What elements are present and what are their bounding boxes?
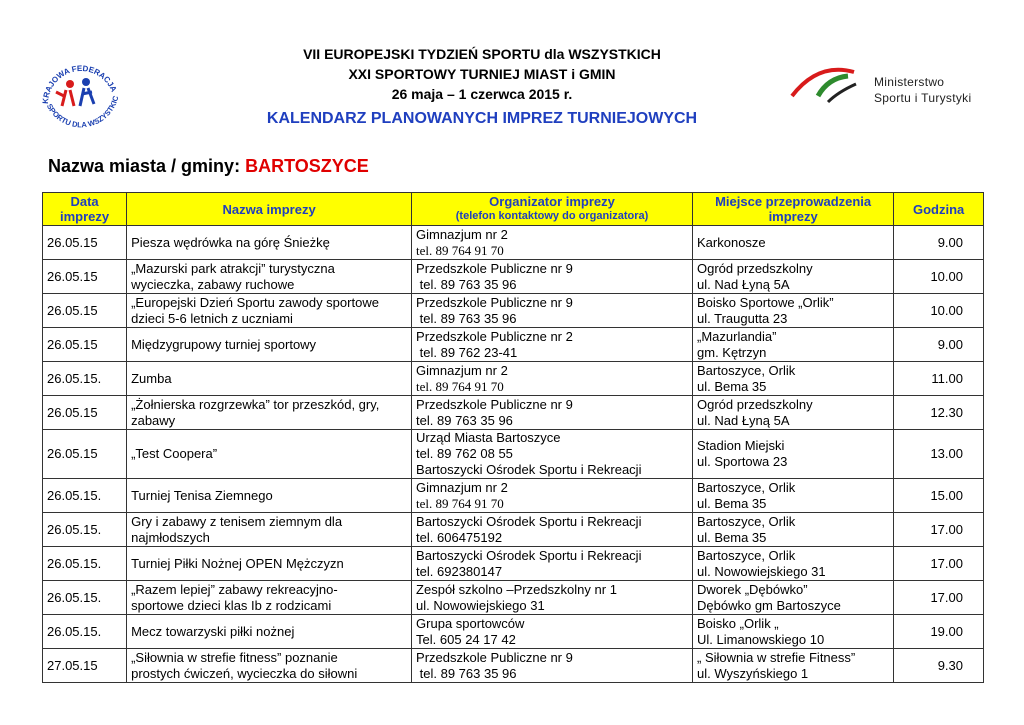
- organizer-org1: Gimnazjum nr 2: [416, 226, 508, 242]
- cell-organizer: [412, 226, 693, 260]
- organizer-org3: Bartoszycki Ośrodek Sportu i Rekreacji: [416, 462, 642, 477]
- cell-hour: 11.00: [894, 362, 984, 396]
- cell-name: „Test Coopera”: [127, 430, 412, 479]
- cell-name: Turniej Tenisa Ziemnego: [127, 479, 412, 513]
- cell-organizer: [412, 649, 693, 683]
- table-row: [43, 479, 984, 513]
- cell-name: Międzygrupowy turniej sportowy: [127, 328, 412, 362]
- header-line-2: XXI SPORTOWY TURNIEJ MIAST i GMIN: [348, 66, 616, 82]
- cell-place: Boisko „Orlik „ Ul. Limanowskiego 10: [693, 615, 894, 649]
- cell-hour: 9.00: [894, 226, 984, 260]
- organizer-org2: tel. 89 763 35 96: [416, 665, 517, 681]
- table-row: [43, 226, 984, 260]
- cell-hour: 13.00: [894, 430, 984, 479]
- cell-date: 26.05.15.: [43, 513, 127, 547]
- cell-organizer: [412, 581, 693, 615]
- cell-hour: 17.00: [894, 581, 984, 615]
- cell-place: Boisko Sportowe „Orlik” ul. Traugutta 23: [693, 294, 894, 328]
- cell-date: 26.05.15: [43, 328, 127, 362]
- cell-hour: 9.30: [894, 649, 984, 683]
- organizer-org1: Zespół szkolno –Przedszkolny nr 1: [416, 581, 617, 597]
- organizer-org1: Gimnazjum nr 2: [416, 362, 508, 378]
- cell-place: Bartoszyce, Orlik ul. Bema 35: [693, 513, 894, 547]
- header-organizer: [412, 193, 693, 226]
- ministerstwo-text: [874, 74, 971, 106]
- table-row: [43, 430, 984, 479]
- organizer-org2: tel. 89 764 91 70: [416, 242, 504, 258]
- header-date: Data imprezy: [43, 193, 127, 226]
- header-line-3: 26 maja – 1 czerwca 2015 r.: [391, 86, 573, 102]
- cell-organizer: [412, 362, 693, 396]
- organizer-org1: Przedszkole Publiczne nr 9: [416, 260, 573, 276]
- cell-date: 26.05.15.: [43, 581, 127, 615]
- cell-name: Piesza wędrówka na górę Śnieżkę: [127, 226, 412, 260]
- organizer-org1: Bartoszycki Ośrodek Sportu i Rekreacji: [416, 513, 642, 529]
- cell-hour: 12.30: [894, 396, 984, 430]
- cell-name: „Żołnierska rozgrzewka” tor przeszkód, gry, zabawy: [127, 396, 412, 430]
- cell-hour: 17.00: [894, 513, 984, 547]
- table-row: [43, 328, 984, 362]
- organizer-org1: Przedszkole Publiczne nr 9: [416, 294, 573, 310]
- organizer-org2: tel. 89 762 23-41: [416, 344, 518, 360]
- organizer-org2: tel. 89 763 35 96: [416, 276, 517, 292]
- cell-organizer: [412, 547, 693, 581]
- organizer-org2: tel. 692380147: [416, 563, 503, 579]
- organizer-org1: Grupa sportowców: [416, 615, 525, 631]
- cell-date: 26.05.15: [43, 430, 127, 479]
- organizer-org1: Gimnazjum nr 2: [416, 479, 508, 495]
- cell-organizer: [412, 396, 693, 430]
- events-table: [42, 192, 984, 683]
- organizer-org2: tel. 89 763 35 96: [416, 412, 513, 428]
- cell-organizer: [412, 430, 693, 479]
- table-row: [43, 260, 984, 294]
- table-row: [43, 362, 984, 396]
- header-name: Nazwa imprezy: [127, 193, 412, 226]
- cell-date: 26.05.15: [43, 226, 127, 260]
- header-organizer-sub: (telefon kontaktowy do organizatora): [455, 210, 649, 222]
- cell-place: Bartoszyce, Orlik ul. Bema 35: [693, 479, 894, 513]
- organizer-org1: Przedszkole Publiczne nr 2: [416, 328, 573, 344]
- cell-place: Bartoszyce, Orlik ul. Nowowiejskiego 31: [693, 547, 894, 581]
- cell-date: 26.05.15.: [43, 547, 127, 581]
- header-line-1: VII EUROPEJSKI TYDZIEŃ SPORTU dla WSZYSTKICH: [303, 46, 661, 62]
- cell-name: „Siłownia w strefie fitness” poznanie prostych ćwiczeń, wycieczka do siłowni: [127, 649, 412, 683]
- svg-text:SPORTU DLA WSZYSTKICH: SPORTU DLA WSZYSTKIC: [44, 94, 121, 130]
- organizer-org1: Bartoszycki Ośrodek Sportu i Rekreacji: [416, 547, 642, 563]
- cell-name: Gry i zabawy z tenisem ziemnym dla najmłodszych: [127, 513, 412, 547]
- cell-organizer: [412, 513, 693, 547]
- organizer-org2: tel. 89 762 08 55: [416, 446, 513, 461]
- cell-name: „Europejski Dzień Sportu zawody sportowe dzieci 5-6 letnich z uczniami: [127, 294, 412, 328]
- table-header-row: [43, 193, 984, 226]
- cell-hour: 17.00: [894, 547, 984, 581]
- cell-name: Zumba: [127, 362, 412, 396]
- table-row: [43, 547, 984, 581]
- ministerstwo-line-2: Sportu i Turystyki: [874, 91, 972, 105]
- cell-name: Turniej Piłki Nożnej OPEN Mężczyzn: [127, 547, 412, 581]
- cell-hour: 10.00: [894, 294, 984, 328]
- table-row: [43, 615, 984, 649]
- cell-place: Bartoszyce, Orlik ul. Bema 35: [693, 362, 894, 396]
- svg-text:KRAJOWA FEDERACJA: KRAJOWA FEDERACJA: [40, 63, 119, 105]
- header-organizer-main: Organizator imprezy: [489, 194, 615, 209]
- city-label: Nazwa miasta / gminy:: [48, 156, 241, 176]
- organizer-org2: tel. 89 764 91 70: [416, 378, 504, 394]
- organizer-org2: tel. 89 764 91 70: [416, 495, 504, 511]
- cell-place: Ogród przedszkolny ul. Nad Łyną 5A: [693, 396, 894, 430]
- cell-hour: 9.00: [894, 328, 984, 362]
- table-body: [43, 226, 984, 683]
- cell-organizer: [412, 479, 693, 513]
- cell-date: 26.05.15.: [43, 362, 127, 396]
- cell-date: 26.05.15: [43, 294, 127, 328]
- organizer-org2: ul. Nowowiejskiego 31: [416, 597, 545, 613]
- organizer-org2: Tel. 605 24 17 42: [416, 631, 516, 647]
- cell-place: Dworek „Dębówko” Dębówko gm Bartoszyce: [693, 581, 894, 615]
- cell-date: 26.05.15.: [43, 479, 127, 513]
- cell-hour: 10.00: [894, 260, 984, 294]
- organizer-org2: tel. 606475192: [416, 529, 503, 545]
- cell-organizer: [412, 615, 693, 649]
- organizer-org2: tel. 89 763 35 96: [416, 310, 517, 326]
- cell-place: Stadion Miejski ul. Sportowa 23: [693, 430, 894, 479]
- cell-date: 26.05.15: [43, 260, 127, 294]
- cell-organizer: [412, 260, 693, 294]
- cell-name: „Mazurski park atrakcji” turystyczna wycieczka, zabawy ruchowe: [127, 260, 412, 294]
- cell-place: „ Siłownia w strefie Fitness” ul. Wyszyńskiego 1: [693, 649, 894, 683]
- table-row: [43, 649, 984, 683]
- organizer-org1: Urząd Miasta Bartoszyce: [416, 430, 561, 445]
- cell-organizer: [412, 328, 693, 362]
- cell-hour: 19.00: [894, 615, 984, 649]
- cell-hour: 15.00: [894, 479, 984, 513]
- table-row: [43, 581, 984, 615]
- cell-name: „Razem lepiej” zabawy rekreacyjno- sportowe dzieci klas Ib z rodzicami: [127, 581, 412, 615]
- calendar-title: KALENDARZ PLANOWANYCH IMPREZ TURNIEJOWYCH: [266, 110, 698, 127]
- cell-place: Ogród przedszkolny ul. Nad Łyną 5A: [693, 260, 894, 294]
- organizer-org1: Przedszkole Publiczne nr 9: [416, 396, 573, 412]
- cell-date: 26.05.15.: [43, 615, 127, 649]
- table-row: [43, 294, 984, 328]
- cell-date: 26.05.15: [43, 396, 127, 430]
- cell-organizer: [412, 294, 693, 328]
- city-name: BARTOSZYCE: [245, 156, 369, 176]
- table-row: [43, 513, 984, 547]
- cell-place: „Mazurlandia” gm. Kętrzyn: [693, 328, 894, 362]
- header-place: Miejsce przeprowadzenia imprezy: [693, 193, 894, 226]
- cell-place: Karkonosze: [693, 226, 894, 260]
- ministerstwo-line-1: Ministerstwo: [874, 75, 945, 89]
- cell-date: 27.05.15: [43, 649, 127, 683]
- table-row: [43, 396, 984, 430]
- header-hour: Godzina: [894, 193, 984, 226]
- city-line: [48, 156, 369, 177]
- cell-name: Mecz towarzyski piłki nożnej: [127, 615, 412, 649]
- organizer-org1: Przedszkole Publiczne nr 9: [416, 649, 573, 665]
